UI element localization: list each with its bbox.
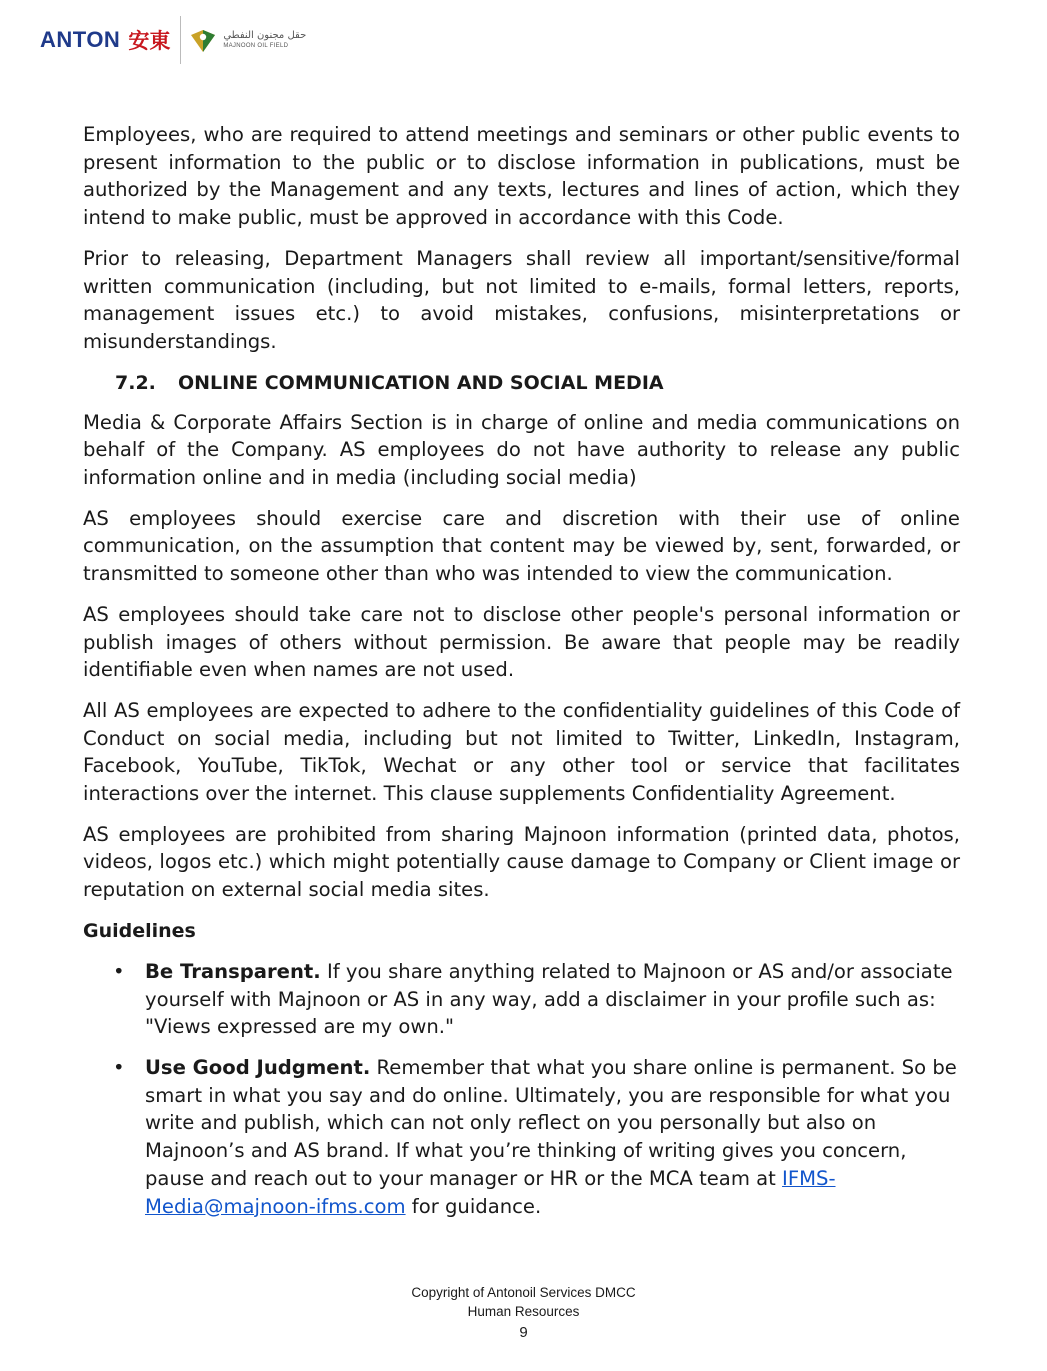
guidelines-heading: Guidelines — [83, 919, 196, 942]
page-footer — [0, 1283, 1047, 1344]
bullet-icon: • — [113, 959, 125, 983]
section-heading — [83, 369, 960, 397]
footer-copyright: Copyright of Antonoil Services DMCC — [411, 1285, 636, 1300]
bullet-icon: • — [113, 1055, 125, 1079]
paragraph: All AS employees are expected to adhere to the confidentiality guidelines of this Code of Conduct on social media, including but not limited to Twitter, LinkedIn, Instagram, Facebook, YouTube, TikTok, Wechat or any other tool or service that facilitates interactions over the internet. This clause supplements Confidentiality Agreement. — [83, 698, 960, 806]
paragraph: Prior to releasing, Department Managers shall review all important/sensitive/formal written communication (including, but not limited to e-mails, formal letters, reports, management issues etc.) to avoid mistakes, confusions, misinterpretations or misunderstandings. — [83, 246, 960, 353]
footer-department: Human Resources — [467, 1304, 580, 1319]
list-item — [83, 1054, 960, 1220]
paragraph: AS employees should take care not to disclose other people's personal information or publish images of others without permission. Be aware that people may be readily identifiable even when names are not used. — [83, 602, 960, 682]
guidelines-list — [83, 958, 960, 1220]
paragraph: AS employees are prohibited from sharing Majnoon information (printed data, photos, videos, logos etc.) which might potentially cause damage to Company or Client image or reputation on external social media sites. — [83, 822, 960, 902]
anton-logo-chinese: 安東 — [128, 29, 171, 53]
majnoon-name-english: MAJNOON OIL FIELD — [223, 43, 289, 49]
paragraph: AS employees should exercise care and discretion with their use of online communication, on the assumption that content may be viewed by, sent, forwarded, or transmitted to someone other than who was intended to view the communication. — [83, 506, 960, 586]
guideline-title: Use Good Judgment. — [145, 1055, 371, 1079]
majnoon-logo-text — [223, 30, 306, 50]
majnoon-logo-icon — [189, 26, 217, 54]
majnoon-name-arabic: حقل مجنون النفطي — [223, 30, 307, 41]
section-number: 7.2. — [115, 371, 156, 394]
list-item — [83, 958, 960, 1041]
guideline-text: If you share anything related to Majnoon or AS and/or associate yourself with Majnoon or AS in any way, add a disclaimer in your profile such as: "Views expressed are my own." — [145, 959, 953, 1039]
page-number: 9 — [519, 1324, 528, 1341]
anton-logo-text: ANTON — [40, 27, 121, 52]
header-logos — [40, 14, 306, 66]
email-link[interactable]: IFMS-Media@majnoon-ifms.com — [145, 1166, 836, 1218]
section-title: ONLINE COMMUNICATION AND SOCIAL MEDIA — [178, 371, 664, 394]
guideline-title: Be Transparent. — [145, 959, 321, 983]
paragraph: Media & Corporate Affairs Section is in charge of online and media communications on behalf of the Company. AS employees do not have authority to release any public information online and in media (including social media) — [83, 410, 960, 490]
guideline-text: Remember that what you share online is permanent. So be smart in what you say and do online. Ultimately, you are responsible for what you write and publish, which can not only reflect on you personally but also on Majnoon’s and AS brand. If what you’re thinking of writing gives you concern, pause and reach out to your manager or HR or the MCA team at — [145, 1055, 957, 1190]
logo-divider — [180, 16, 181, 64]
paragraph: Employees, who are required to attend meetings and seminars or other public events to present information to the public or to disclose information in publications, must be authorized by the Management and any texts, lectures and lines of action, which they intend to make public, must be approved in accordance with this Code. — [83, 123, 960, 230]
document-body — [83, 121, 960, 1233]
guideline-text-after: for guidance. — [405, 1194, 542, 1218]
